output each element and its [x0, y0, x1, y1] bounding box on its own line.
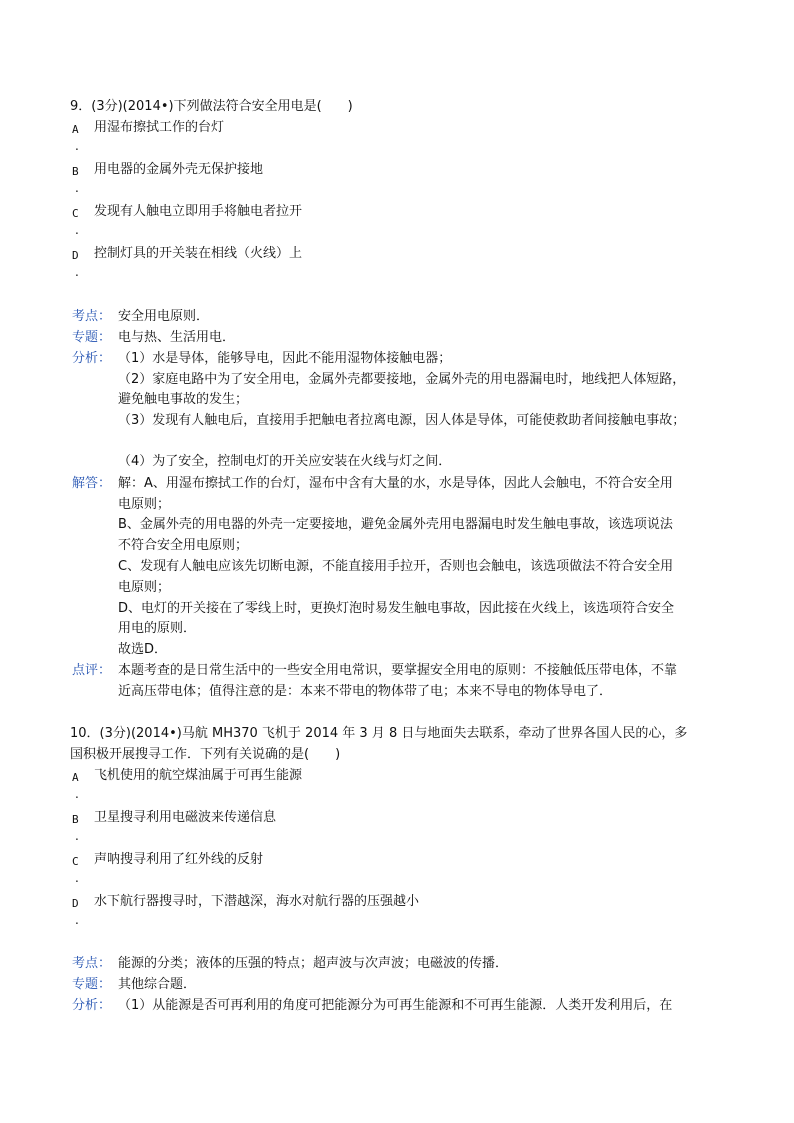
q9-jieda-line-1: 解：A、用湿布擦拭工作的台灯，湿布中含有大量的水，水是导体，因此人会触电，不符合安全用 [118, 476, 673, 491]
q10-kaodian-label: 考点： [72, 956, 112, 971]
q9-option-d-dot: . [75, 265, 79, 279]
q9-dianping-line-2: 近高压带电体；值得注意的是：本来不带电的物体带了电；本来不导电的物体导电了． [118, 684, 613, 699]
q9-option-c-letter: C [72, 207, 79, 220]
q9-fenxi-label: 分析： [72, 351, 112, 366]
q9-fenxi-line-2: （2）家庭电路中为了安全用电，金属外壳都要接地，金属外壳的用电器漏电时，地线把人体短路， [118, 372, 686, 387]
q9-option-d-letter: D [72, 249, 79, 262]
q9-dianping-line-1: 本题考查的是日常生活中的一些安全用电常识，要掌握安全用电的原则：不接触低压带电体，不靠 [118, 663, 678, 678]
q9-fenxi-line-3: 避免触电事故的发生； [118, 392, 249, 407]
q9-option-b-letter: B [72, 165, 79, 178]
q10-kaodian: 能源的分类；液体的压强的特点；超声波与次声波；电磁波的传播． [118, 956, 509, 971]
q10-option-b-letter: B [72, 813, 79, 826]
q9-option-d: 控制灯具的开关装在相线（火线）上 [94, 246, 303, 261]
q9-fenxi-line-5: （4）为了安全，控制电灯的开关应安装在火线与灯之间． [118, 454, 452, 469]
q10-option-c-dot: . [75, 871, 79, 885]
q9-option-c: 发现有人触电立即用手将触电者拉开 [94, 204, 303, 219]
q9-jieda-line-2: 电原则； [118, 497, 171, 512]
q9-jieda-line-5: C、发现有人触电应该先切断电源，不能直接用手拉开，否则也会触电，该选项做法不符合安全用 [118, 559, 674, 574]
q9-zhuanti-label: 专题： [72, 330, 112, 345]
q10-fenxi-line-1: （1）从能源是否可再利用的角度可把能源分为可再生能源和不可再生能源．人类开发利用后，在 [118, 998, 673, 1013]
q9-option-a-dot: . [75, 139, 79, 153]
q10-stem-line-1: 10．(3分)(2014•)马航 MH370 飞机于 2014 年 3 月 8 日与地面失去联系，牵动了世界各国人民的心，多 [70, 726, 688, 741]
q10-stem-line-2: 国积极开展搜寻工作．下列有关说确的是( ) [70, 747, 341, 762]
q9-option-b-dot: . [75, 181, 79, 195]
q10-option-d: 水下航行器搜寻时，下潜越深，海水对航行器的压强越小 [94, 894, 420, 909]
q10-option-c-letter: C [72, 855, 79, 868]
q10-option-c: 声呐搜寻利用了红外线的反射 [94, 852, 264, 867]
q9-zhuanti: 电与热、生活用电． [118, 330, 236, 345]
q9-option-a: 用湿布擦拭工作的台灯 [94, 120, 225, 135]
q9-option-b: 用电器的金属外壳无保护接地 [94, 162, 264, 177]
q9-option-c-dot: . [75, 223, 79, 237]
q9-kaodian-label: 考点： [72, 309, 112, 324]
q9-jieda-line-9: 故选D． [118, 642, 168, 657]
q10-option-a-letter: A [72, 771, 79, 784]
q10-zhuanti: 其他综合题． [118, 977, 197, 992]
q9-option-a-letter: A [72, 123, 79, 136]
q10-option-a: 飞机使用的航空煤油属于可再生能源 [94, 768, 303, 783]
q9-fenxi-line-1: （1）水是导体，能够导电，因此不能用湿物体接触电器； [118, 351, 452, 366]
q9-jieda-line-3: B、金属外壳的用电器的外壳一定要接地，避免金属外壳用电器漏电时发生触电事故，该选项说法 [118, 517, 673, 532]
q9-jieda-line-7: D、电灯的开关接在了零线上时，更换灯泡时易发生触电事故，因此接在火线上，该选项符合安全 [118, 601, 675, 616]
q9-fenxi-line-4: （3）发现有人触电后，直接用手把触电者拉离电源，因人体是导体，可能使救助者间接触电事故； [118, 413, 686, 428]
q9-jieda-line-4: 不符合安全用电原则； [118, 538, 249, 553]
q10-fenxi-label: 分析： [72, 998, 112, 1013]
q9-kaodian: 安全用电原则． [118, 309, 210, 324]
q9-jieda-line-6: 电原则； [118, 580, 171, 595]
q10-option-a-dot: . [75, 787, 79, 801]
q10-option-d-letter: D [72, 897, 79, 910]
q10-option-b: 卫星搜寻利用电磁波来传递信息 [94, 810, 277, 825]
q9-dianping-label: 点评： [72, 663, 112, 678]
q10-option-d-dot: . [75, 913, 79, 927]
q9-jieda-label: 解答： [72, 476, 112, 491]
q10-option-b-dot: . [75, 829, 79, 843]
q9-jieda-line-8: 用电的原则． [118, 621, 197, 636]
q9-stem: 9．(3分)(2014•)下列做法符合安全用电是( ) [70, 99, 353, 114]
q10-zhuanti-label: 专题： [72, 977, 112, 992]
